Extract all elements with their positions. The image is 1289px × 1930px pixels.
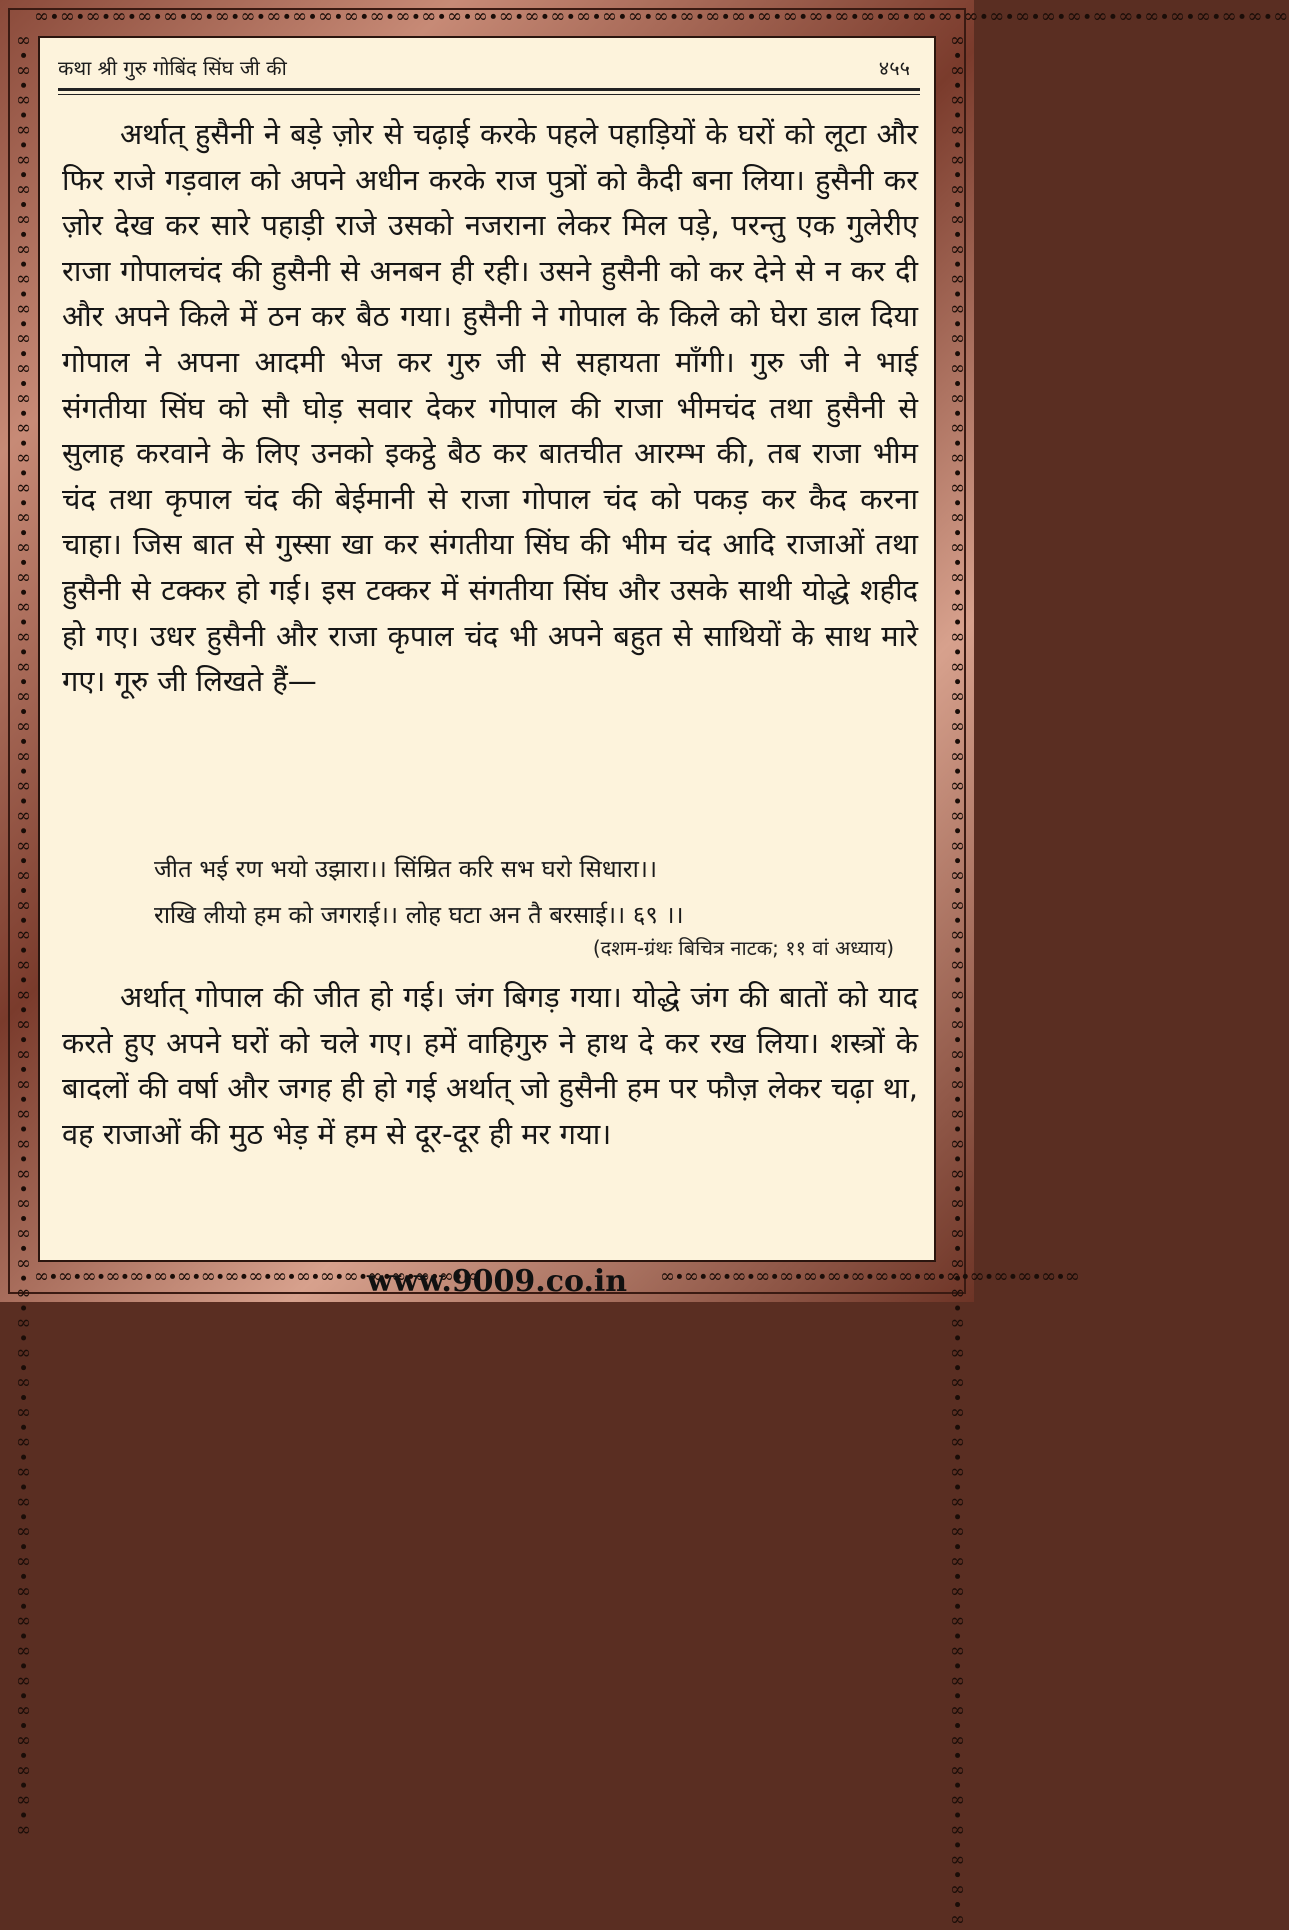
ornament-chain-right: ∞∙∞∙∞∙∞∙∞∙∞∙∞∙∞∙∞∙∞∙∞∙∞∙∞∙∞∙∞∙∞∙∞∙∞∙∞∙∞∙∞∙∞∙∞∙∞∙∞∙∞∙∞∙∞∙∞∙∞∙∞∙∞∙∞∙∞∙∞∙∞∙∞∙∞∙∞∙∞∙∞∙∞∙∞∙∞∙∞∙∞∙∞∙∞∙∞∙∞∙∞∙∞∙∞∙∞∙∞∙∞∙∞∙∞∙∞∙∞∙∞∙∞∙∞∙∞ (947, 30, 968, 1930)
book-page (38, 36, 936, 1262)
running-header (58, 52, 920, 82)
paragraph-1: अर्थात् हुसैनी ने बड़े ज़ोर से चढ़ाई करके पहले पहाड़ियों के घरों को लूटा और फिर राजे गड़वाल को अपने अधीन करके राज पुत्रों को कैदी बना लिया। हुसैनी कर ज़ोर देख कर सारे पहाड़ी राजे उसको नजराना लेकर मिल पड़े, परन्तु एक गुलेरीए राजा गोपालचंद की हुसैनी से अनबन ही रही। उसने हुसैनी को कर देने से न कर दी और अपने किले में ठन कर बैठ गया। हुसैनी ने गोपाल के किले को घेरा डाल दिया गोपाल ने अपना आदमी भेज कर गुरु जी से सहायता माँगी। गुरु जी ने भाई संगतीया सिंघ को सौ घोड़ सवार देकर गोपाल की राजा भीमचंद तथा हुसैनी से सुलाह करवाने के लिए उनको इकट्ठे बैठ कर बातचीत आरम्भ की, तब राजा भीम चंद तथा कृपाल चंद की बेईमानी से राजा गोपाल चंद को पकड़ कर कैद करना चाहा। जिस बात से गुस्सा खा कर संगतीया सिंघ की भीम चंद आदि राजाओं तथा हुसैनी से टक्कर हो गई। इस टक्कर में संगतीया सिंघ और उसके साथी योद्धे शहीद हो गए। उधर हुसैनी और राजा कृपाल चंद भी अपने बहुत से साथियों के साथ मारे गए। गूरु जी लिखते हैं— (62, 117, 918, 699)
verse-line-2: राखि लीयो हम को जगराई।। लोह घटा अन तै बरसाई।। ६९ ।। (154, 901, 684, 929)
header-rule-thick (58, 88, 920, 91)
header-rule-thin (58, 94, 920, 95)
verse-line-1: जीत भई रण भयो उझारा।। सिंम्रित करि सभ घरो सिधारा।। (154, 855, 658, 883)
running-title: कथा श्री गुरु गोबिंद सिंघ जी की (58, 56, 287, 80)
page-number: ४५५ (878, 56, 910, 80)
paragraph-2: अर्थात् गोपाल की जीत हो गई। जंग बिगड़ गया। योद्धे जंग की बातों को याद करते हुए अपने घरों को चले गए। हमें वाहिगुरु ने हाथ दे कर रख लिया। शस्त्रों के बादलों की वर्षा और जगह ही हो गई अर्थात् जो हुसैनी हम पर फौज़ लेकर चढ़ा था, वह राजाओं की मुठ भेड़ में हम से दूर-दूर ही मर गया। (62, 980, 918, 1151)
ornament-chain-top: ∞∙∞∙∞∙∞∙∞∙∞∙∞∙∞∙∞∙∞∙∞∙∞∙∞∙∞∙∞∙∞∙∞∙∞∙∞∙∞∙∞∙∞∙∞∙∞∙∞∙∞∙∞∙∞∙∞∙∞∙∞∙∞∙∞∙∞∙∞∙∞∙∞∙∞∙∞∙∞∙∞∙∞∙∞∙∞∙∞∙∞∙∞∙∞∙∞ (34, 6, 1289, 27)
ornament-chain-left: ∞∙∞∙∞∙∞∙∞∙∞∙∞∙∞∙∞∙∞∙∞∙∞∙∞∙∞∙∞∙∞∙∞∙∞∙∞∙∞∙∞∙∞∙∞∙∞∙∞∙∞∙∞∙∞∙∞∙∞∙∞∙∞∙∞∙∞∙∞∙∞∙∞∙∞∙∞∙∞∙∞∙∞∙∞∙∞∙∞∙∞∙∞∙∞∙∞∙∞∙∞∙∞∙∞∙∞∙∞∙∞∙∞∙∞∙∞∙∞∙∞ (13, 30, 34, 1841)
ornament-chain-bottom-right: ∞∙∞∙∞∙∞∙∞∙∞∙∞∙∞∙∞∙∞∙∞∙∞∙∞∙∞∙∞∙∞∙∞∙∞ (660, 1266, 1080, 1287)
verse-citation: (दशम-ग्रंथः बिचित्र नाटक; ११ वां अध्याय) (592, 936, 894, 960)
ornament-chain-bottom-left: ∞∙∞∙∞∙∞∙∞∙∞∙∞∙∞∙∞∙∞∙∞∙∞∙∞∙∞∙∞∙∞∙∞∙∞∙∞ (34, 1266, 478, 1287)
website-watermark: www.9009.co.in (366, 1264, 628, 1299)
